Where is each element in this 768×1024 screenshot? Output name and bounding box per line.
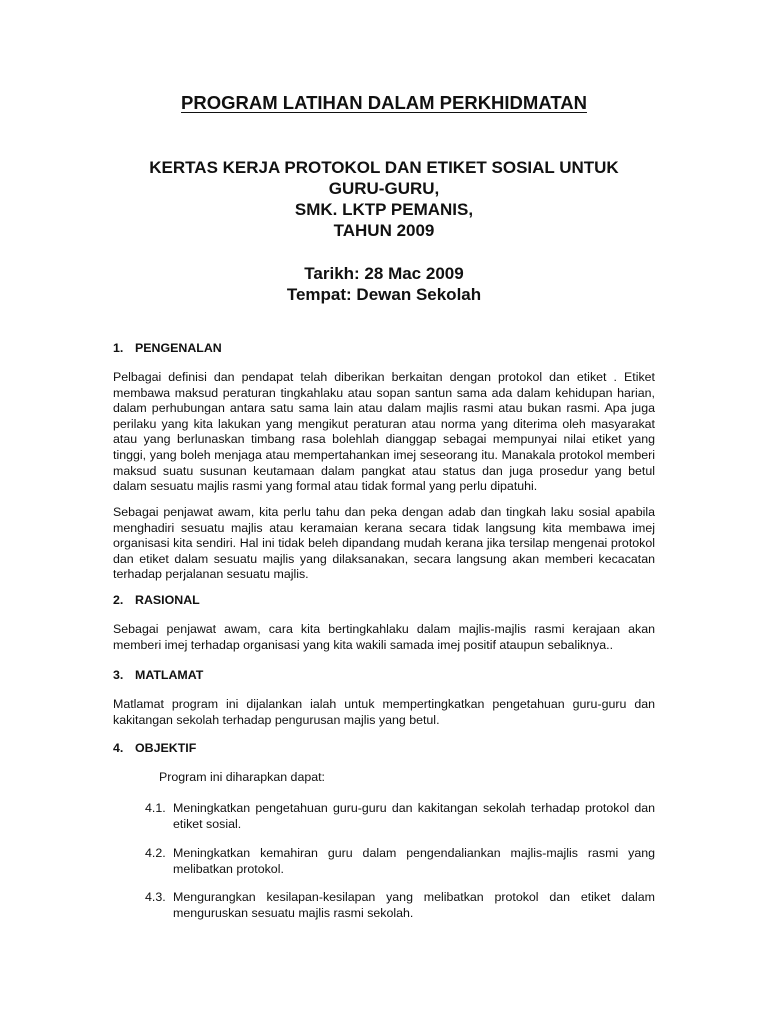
section-objective [113,741,655,757]
event-meta [0,263,768,305]
section-heading [113,668,655,684]
section-number: 2. [113,593,124,607]
section-title: RASIONAL [135,593,200,607]
list-item-number: 4.2. [145,846,166,860]
event-date: Tarikh: 28 Mac 2009 [304,264,464,283]
intro-paragraph-2 [113,505,655,583]
section-intro [113,341,655,357]
section-number: 1. [113,341,124,355]
objective-intro [113,770,655,786]
list-item-text: Meningkatkan pengetahuan guru-guru dan kakitangan sekolah terhadap protokol dan etiket sosial. [173,801,655,831]
section-goal [113,668,655,684]
subtitle-line: GURU-GURU, [328,179,440,198]
objective-item [113,890,655,921]
page-title [0,92,768,114]
event-place: Tempat: Dewan Sekolah [286,285,482,304]
paragraph: Sebagai penjawat awam, kita perlu tahu dan peka dengan adab dan tingkah laku sosial apabila menghadiri sesuatu majlis atau keramaian kerana secara tidak langsung kita membawa imej organisasi kita sendiri. Hal ini tidak beleh dipandang mudah kerana jika tersilap mengenai protokol dan etiket dalam sesuatu majlis yang dilaksanakan, secara langsung akan memberi kecacatan terhadap perjalanan sesuatu majlis. [113,505,655,582]
rational-paragraph [113,622,655,653]
section-number: 4. [113,741,124,755]
paragraph: Matlamat program ini dijalankan ialah untuk mempertingkatkan pengetahuan guru-guru dan kakitangan sekolah terhadap pengurusan majlis yang betul. [113,697,655,727]
page-title-text: PROGRAM LATIHAN DALAM PERKHIDMATAN [181,92,587,113]
list-item [113,890,655,921]
section-heading [113,593,655,609]
subtitle-line: KERTAS KERJA PROTOKOL DAN ETIKET SOSIAL UNTUK [149,158,619,177]
intro-paragraph-1 [113,370,655,495]
section-heading [113,341,655,357]
section-rational [113,593,655,609]
paragraph: Pelbagai definisi dan pendapat telah diberikan berkaitan dengan protokol dan etiket . Etiket membawa maksud peraturan tingkahlaku atau sopan santun sama ada dalam kehidupan harian, dalam perhubungan antara satu sama lain atau dalam majlis rasmi atau bukan rasmi. Apa juga perilaku yang kita lakukan yang mengikut peraturan atau norma yang diterima oleh masyarakat atau yang berlunaskan timbang rasa bolehlah dianggap sebagai mempunyai nilai etiket yang tinggi, yang boleh menjaga atau mempertahankan imej seseorang itu. Manakala protokol memberi maksud suatu susunan keutamaan dalam pangkat atau status dan juga prosedur yang betul dalam sesuatu majlis rasmi yang formal atau tidak formal yang perlu dipatuhi. [113,370,655,494]
list-item-text: Mengurangkan kesilapan-kesilapan yang melibatkan protokol dan etiket dalam menguruskan sesuatu majlis rasmi sekolah. [173,890,655,920]
paragraph: Sebagai penjawat awam, cara kita bertingkahlaku dalam majlis-majlis rasmi kerajaan akan memberi imej terhadap organisasi yang kita wakili samada imej positif ataupun sebaliknya.. [113,622,655,652]
subtitle-line: SMK. LKTP PEMANIS, [294,200,474,219]
section-heading [113,741,655,757]
list-item-number: 4.1. [145,801,166,815]
list-item [113,846,655,877]
section-title: MATLAMAT [135,668,204,682]
objective-item [113,801,655,832]
section-number: 3. [113,668,124,682]
section-title: PENGENALAN [135,341,222,355]
goal-paragraph [113,697,655,728]
list-item-number: 4.3. [145,890,166,904]
objective-item [113,846,655,877]
subtitle-line: TAHUN 2009 [333,221,435,240]
list-item [113,801,655,832]
subtitle-block [0,157,768,241]
objective-intro-text: Program ini diharapkan dapat: [159,770,325,784]
list-item-text: Meningkatkan kemahiran guru dalam pengendaliankan majlis-majlis rasmi yang melibatkan protokol. [173,846,655,876]
section-title: OBJEKTIF [135,741,197,755]
